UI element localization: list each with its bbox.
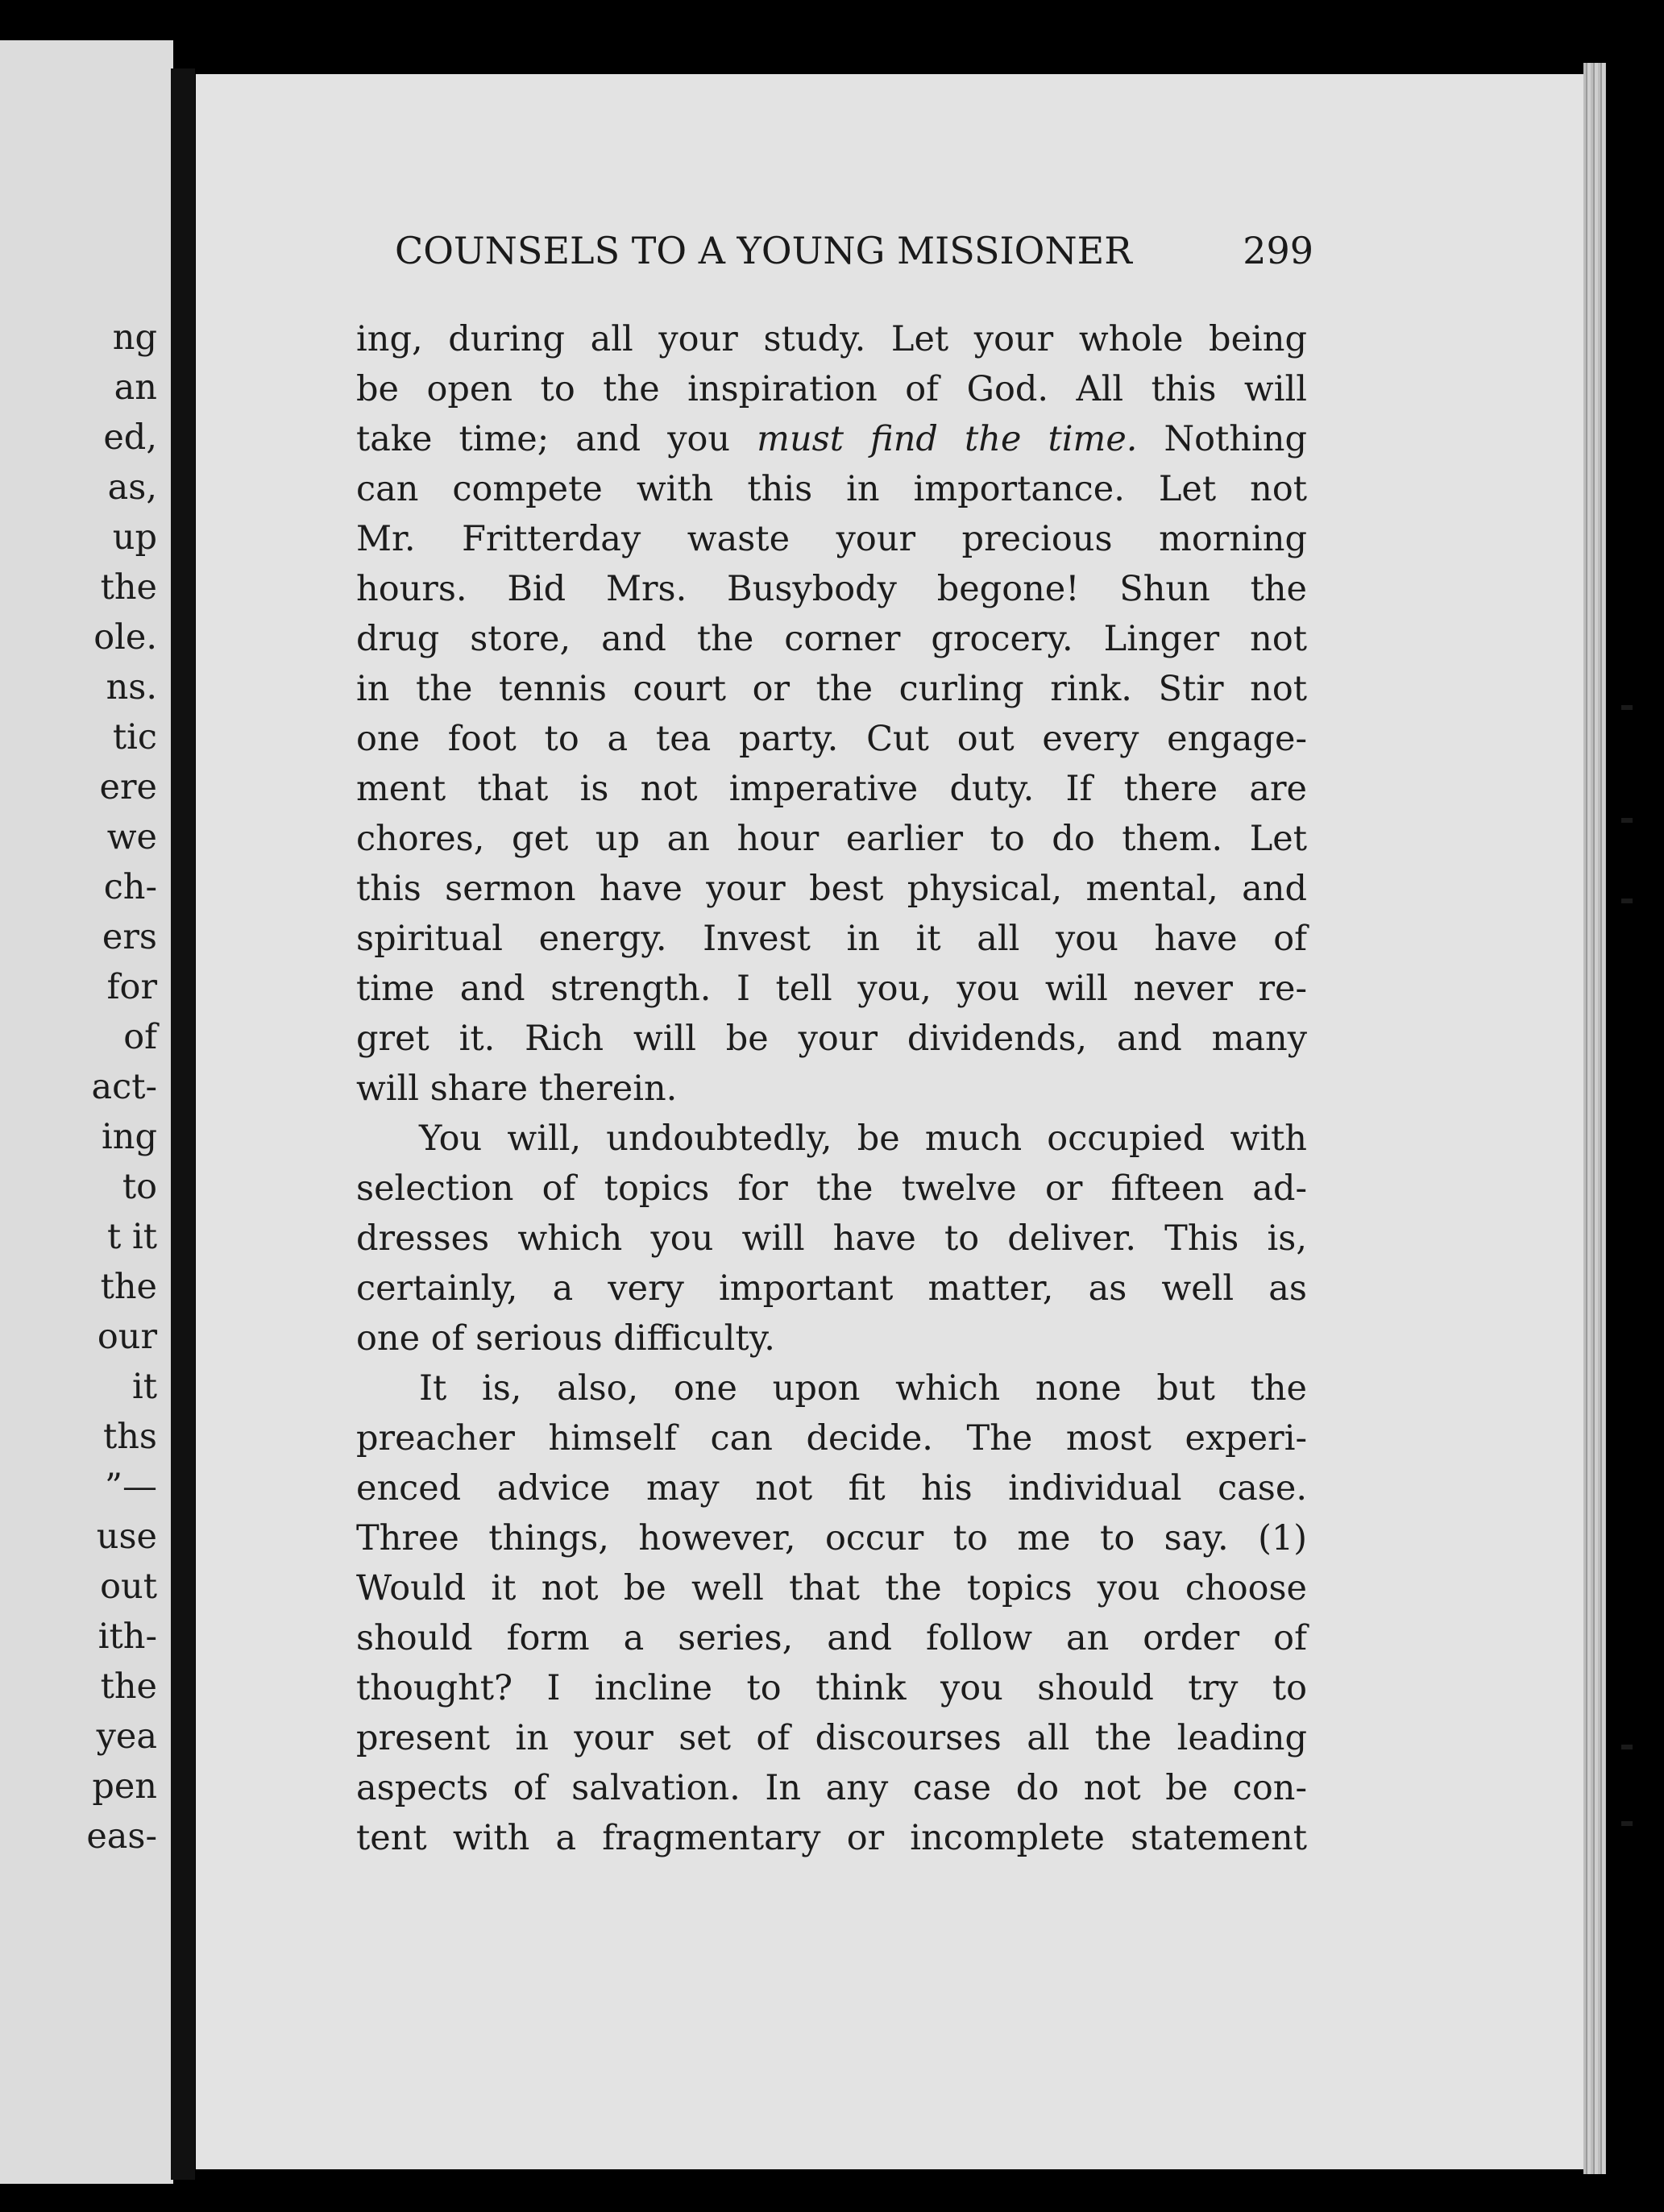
text-line: selection of topics for the twelve or fifteen ad-	[356, 1168, 1307, 1209]
edge-mark	[1621, 898, 1633, 903]
fragment-line: ns.	[106, 667, 157, 708]
running-title: COUNSELS TO A YOUNG MISSIONER	[395, 229, 1132, 272]
fragment-line: eas-	[86, 1816, 157, 1857]
text-line: spiritual energy. Invest in it all you have of	[356, 919, 1307, 959]
text-line: one of serious difficulty.	[356, 1318, 775, 1359]
text-line: hours. Bid Mrs. Busybody begone! Shun the	[356, 569, 1307, 609]
fragment-line: for	[106, 967, 157, 1007]
edge-mark	[1621, 818, 1633, 823]
text-line: It is, also, one upon which none but the	[419, 1368, 1307, 1409]
fragment-line: tic	[112, 717, 157, 757]
fragment-line: use	[96, 1517, 157, 1557]
fragment-line: we	[106, 817, 157, 857]
text-line: time and strength. I tell you, you will never re-	[356, 969, 1307, 1009]
text-line: chores, get up an hour earlier to do them. Let	[356, 819, 1307, 859]
text-line: drug store, and the corner grocery. Linger not	[356, 619, 1307, 659]
previous-page-edge	[0, 40, 173, 2184]
text-line: thought? I incline to think you should try to	[356, 1668, 1307, 1708]
page-stack-edge	[1583, 63, 1606, 2174]
text-line: ing, during all your study. Let your whole being	[356, 319, 1307, 359]
fragment-line: our	[97, 1317, 157, 1357]
fragment-line: ed,	[103, 417, 157, 458]
text-line: tent with a fragmentary or incomplete statement	[356, 1818, 1307, 1858]
text-line: present in your set of discourses all the leading	[356, 1718, 1307, 1758]
text-line: can compete with this in importance. Let not	[356, 469, 1307, 509]
fragment-line: out	[100, 1567, 157, 1607]
text-line: certainly, a very important matter, as well as	[356, 1268, 1307, 1309]
fragment-line: act-	[91, 1067, 157, 1107]
text-line: should form a series, and follow an order of	[356, 1618, 1307, 1658]
fragment-line: ith-	[98, 1616, 157, 1657]
text-line: Would it not be well that the topics you choose	[356, 1568, 1307, 1608]
text-line: enced advice may not fit his individual case.	[356, 1468, 1307, 1509]
fragment-line: the	[100, 567, 157, 608]
fragment-line: the	[100, 1666, 157, 1707]
fragment-line: ing	[102, 1117, 157, 1157]
text-line: this sermon have your best physical, mental, and	[356, 869, 1307, 909]
previous-page-text-fragments	[86, 313, 157, 1861]
fragment-line: ers	[102, 917, 157, 957]
fragment-line: as,	[107, 467, 157, 508]
text-line: aspects of salvation. In any case do not be con-	[356, 1768, 1307, 1808]
fragment-line: ”—	[105, 1467, 157, 1507]
emphasis-text: must find the time.	[757, 419, 1138, 459]
text-segment: take time; and you	[356, 419, 757, 459]
fragment-line: yea	[96, 1716, 157, 1757]
text-line: in the tennis court or the curling rink. Stir not	[356, 669, 1307, 709]
text-line: ment that is not imperative duty. If there are	[356, 769, 1307, 809]
fragment-line: ere	[99, 767, 157, 807]
edge-mark	[1621, 1821, 1633, 1826]
fragment-line: of	[123, 1017, 157, 1057]
text-line: one foot to a tea party. Cut out every engage-	[356, 719, 1307, 759]
fragment-line: an	[114, 367, 157, 408]
running-head	[395, 227, 1313, 274]
fragment-line: ch-	[103, 867, 157, 907]
text-line: dresses which you will have to deliver. This is,	[356, 1218, 1307, 1259]
fragment-line: the	[100, 1267, 157, 1307]
fragment-line: ths	[102, 1417, 157, 1457]
text-line: will share therein.	[356, 1069, 678, 1109]
fragment-line: pen	[92, 1766, 157, 1807]
edge-mark	[1621, 1745, 1633, 1749]
fragment-line: it	[131, 1367, 157, 1407]
page-number: 299	[1243, 229, 1313, 272]
fragment-line: ng	[112, 317, 157, 358]
body-text	[356, 314, 1307, 1863]
text-line: gret it. Rich will be your dividends, and many	[356, 1019, 1307, 1059]
fragment-line: t it	[107, 1217, 157, 1257]
text-segment: Nothing	[1137, 419, 1307, 459]
edge-mark	[1621, 705, 1633, 710]
text-line: preacher himself can decide. The most experi-	[356, 1418, 1307, 1459]
text-line: be open to the inspiration of God. All this will	[356, 369, 1307, 409]
text-line: Three things, however, occur to me to say. (1)	[356, 1518, 1307, 1558]
text-line: You will, undoubtedly, be much occupied with	[419, 1118, 1307, 1159]
book-gutter	[171, 68, 195, 2180]
text-line: Mr. Fritterday waste your precious morning	[356, 519, 1307, 559]
fragment-line: ole.	[93, 617, 157, 658]
fragment-line: to	[122, 1167, 157, 1207]
text-line	[356, 414, 1307, 464]
fragment-line: up	[112, 517, 157, 558]
